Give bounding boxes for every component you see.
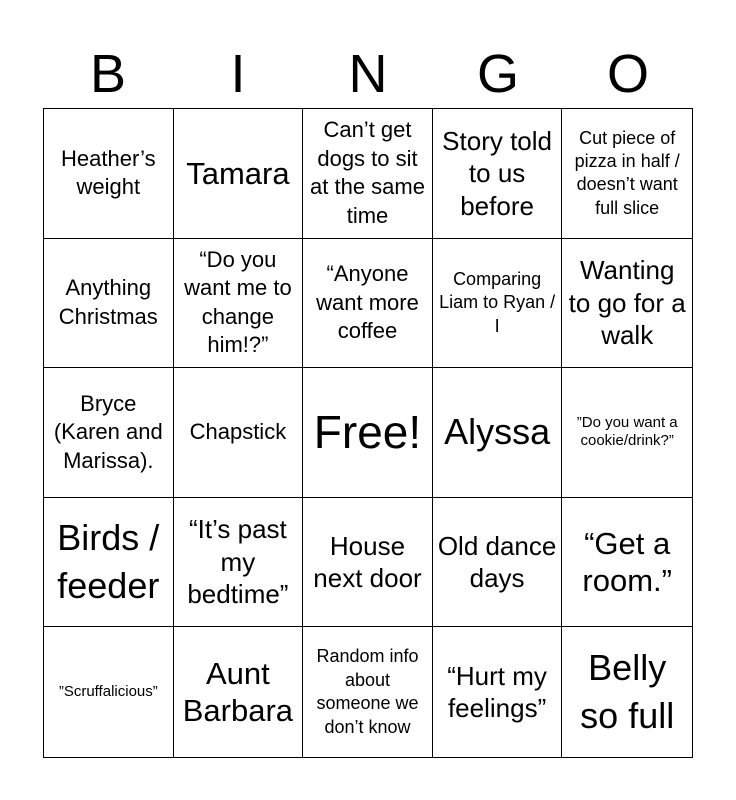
header-letter-b: B bbox=[89, 44, 127, 104]
bingo-cell[interactable] bbox=[433, 627, 563, 757]
cell-text: Free! bbox=[313, 405, 422, 458]
cell-text: “Do you want me to change him!?” bbox=[184, 246, 292, 358]
bingo-cell[interactable] bbox=[562, 109, 692, 239]
bingo-cell[interactable] bbox=[174, 239, 304, 369]
cell-text: Heather’s weight bbox=[61, 145, 156, 200]
cell-text: “Get a room.” bbox=[582, 525, 672, 599]
cell-text: Tamara bbox=[186, 155, 290, 191]
header-letter-i: I bbox=[230, 44, 246, 104]
bingo-card bbox=[43, 108, 693, 758]
bingo-cell[interactable] bbox=[433, 239, 563, 369]
cell-text: Aunt Barbara bbox=[182, 656, 294, 729]
cell-text: ”Do you want a cookie/drink?” bbox=[576, 414, 678, 450]
bingo-cell[interactable] bbox=[562, 498, 692, 628]
cell-text: “Anyone want more coffee bbox=[316, 261, 419, 344]
bingo-cell[interactable] bbox=[433, 498, 563, 628]
cell-text: Alyssa bbox=[444, 411, 551, 453]
header-letter-o: O bbox=[606, 44, 649, 104]
cell-text: Story told to us before bbox=[442, 125, 552, 221]
bingo-cell[interactable] bbox=[174, 109, 304, 239]
bingo-cell[interactable] bbox=[44, 109, 174, 239]
bingo-cell[interactable] bbox=[562, 368, 692, 498]
bingo-cell[interactable] bbox=[433, 109, 563, 239]
bingo-cell[interactable] bbox=[174, 627, 304, 757]
cell-text: Anything Christmas bbox=[58, 275, 158, 329]
cell-text: Birds / feeder bbox=[57, 516, 160, 607]
cell-text: Comparing Liam to Ryan / I bbox=[439, 268, 556, 336]
bingo-cell[interactable] bbox=[303, 498, 433, 628]
bingo-cell[interactable] bbox=[303, 627, 433, 757]
bingo-cell[interactable] bbox=[44, 368, 174, 498]
cell-text: Wanting to go for a walk bbox=[568, 255, 686, 351]
bingo-cell[interactable] bbox=[303, 109, 433, 239]
free-space[interactable] bbox=[303, 368, 433, 498]
cell-text: “It’s past my bedtime” bbox=[187, 514, 289, 610]
header-letter-n: N bbox=[348, 44, 388, 104]
cell-text: House next door bbox=[313, 530, 422, 594]
cell-text: Cut piece of pizza in half / doesn’t want full slice bbox=[574, 127, 680, 218]
bingo-cell[interactable] bbox=[433, 368, 563, 498]
bingo-cell[interactable] bbox=[44, 627, 174, 757]
bingo-cell[interactable] bbox=[562, 627, 692, 757]
bingo-cell[interactable] bbox=[44, 498, 174, 628]
cell-text: Belly so full bbox=[580, 646, 675, 737]
cell-text: “Hurt my feelings” bbox=[447, 660, 547, 724]
cell-text: ”Scruffalicious” bbox=[58, 683, 158, 701]
bingo-cell[interactable] bbox=[44, 239, 174, 369]
cell-text: Old dance days bbox=[437, 530, 557, 594]
cell-text: Bryce (Karen and Marissa). bbox=[53, 390, 163, 473]
bingo-header bbox=[43, 40, 693, 108]
cell-text: Can’t get dogs to sit at the same time bbox=[310, 117, 425, 228]
bingo-cell[interactable] bbox=[174, 368, 304, 498]
bingo-cell[interactable] bbox=[174, 498, 304, 628]
bingo-cell[interactable] bbox=[562, 239, 692, 369]
bingo-cell[interactable] bbox=[303, 239, 433, 369]
cell-text: Random info about someone we don’t know bbox=[316, 646, 419, 737]
header-letter-g: G bbox=[476, 44, 519, 104]
cell-text: Chapstick bbox=[189, 419, 287, 445]
